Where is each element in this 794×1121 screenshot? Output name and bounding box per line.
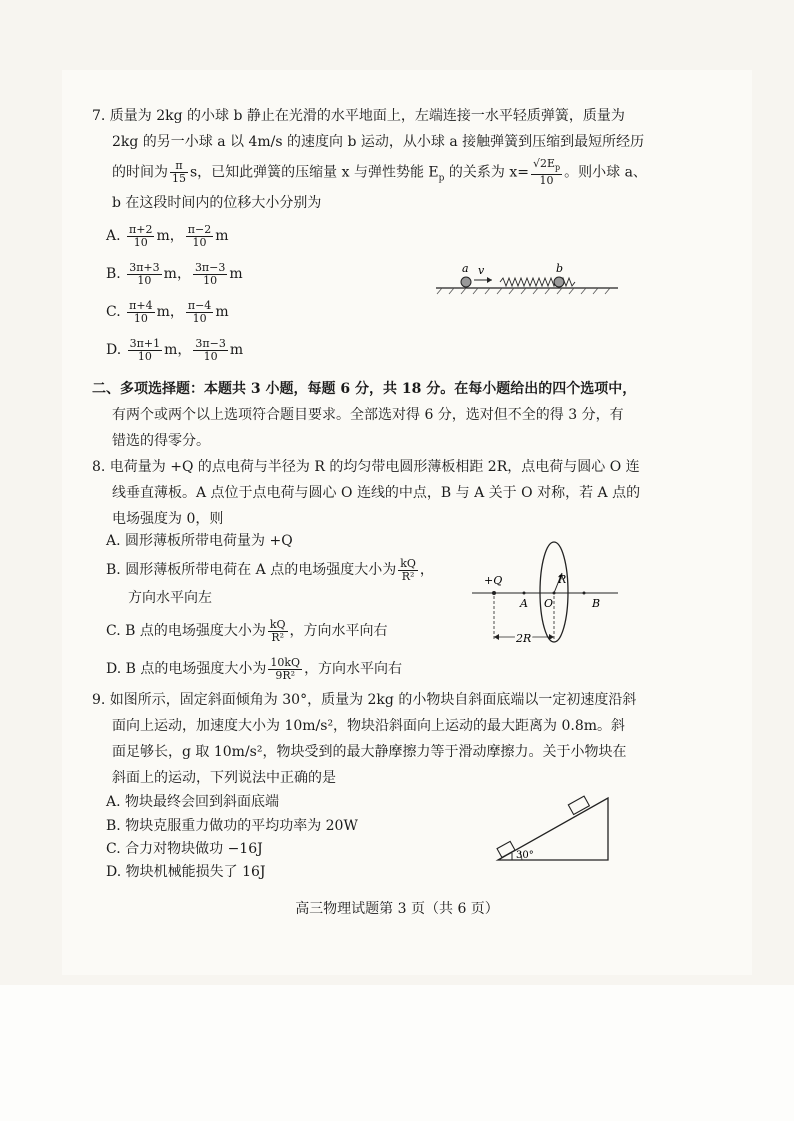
ball-a — [461, 277, 471, 287]
point-b — [583, 592, 586, 595]
q9-option-d: D. 物块机械能损失了 16J — [106, 864, 266, 880]
q8-line1: 8. 电荷量为 +Q 的点电荷与半径为 R 的均匀带电圆形薄板相距 2R，点电荷与圆心 O 连 — [92, 459, 640, 475]
q8-option-b: B. 圆形薄板所带电荷在 A 点的电场强度大小为 $\frac{kQ}{\text{R²}}$ ， — [106, 556, 434, 583]
q9-line4: 斜面上的运动，下列说法中正确的是 — [112, 770, 336, 786]
section2-line2: 有两个或两个以上选项符合题目要求。全部选对得 6 分，选对但不全的得 3 分，有 — [112, 407, 624, 423]
block-top — [568, 796, 589, 814]
label-a: a — [462, 262, 469, 275]
page-bottom-margin — [0, 985, 794, 1121]
q8-option-c: C. B 点的电场强度大小为 $\frac{kQ}{\text{R²}}$ ，方向水平向右 — [106, 617, 388, 644]
q8-option-d: D. B 点的电场强度大小为 $\frac{10kQ}{\text{9R²}}$ ，方向水平向右 — [106, 655, 403, 682]
label-o: O — [544, 597, 554, 610]
label-v: v — [478, 264, 485, 277]
section2-line1: 二、多项选择题：本题共 3 小题，每题 6 分，共 18 分。在每小题给出的四个选项中， — [92, 381, 637, 397]
q9-diagram — [490, 766, 615, 866]
q7-line1: 7. 质量为 2kg 的小球 b 静止在光滑的水平地面上，左端连接一水平轻质弹簧，质量为 — [92, 108, 625, 124]
q9-line1: 9. 如图所示，固定斜面倾角为 30°，质量为 2kg 的小物块自斜面底端以一定初速度沿斜 — [92, 692, 637, 708]
section2-line3: 错选的得零分。 — [112, 433, 210, 449]
q8-line3: 电场强度为 0，则 — [112, 511, 224, 527]
q9-option-a: A. 物块最终会回到斜面底端 — [106, 794, 280, 810]
q9-line2: 面向上运动，加速度大小为 10m/s²，物块沿斜面向上运动的最大距离为 0.8m。斜 — [112, 718, 626, 734]
label-2r: 2R — [516, 632, 532, 645]
q7-time-fraction: $\frac{\pi}{15}$ — [172, 159, 186, 186]
label-q: +Q — [484, 574, 503, 587]
q8-line2: 线垂直薄板。A 点位于点电荷与圆心 O 连线的中点，B 与 A 关于 O 对称，若 A 点的 — [112, 485, 641, 501]
label-b: b — [556, 262, 564, 275]
q7-option-d: D. $\frac{3\pi+1}{10}$ m， $\frac{3\pi-3}{10}$ m — [106, 336, 244, 363]
q7-line4: b 在这段时间内的位移大小分别为 — [112, 195, 322, 211]
q8-option-b-direction: 方向水平向左 — [128, 590, 212, 606]
q9-option-b: B. 物块克服重力做功的平均功率为 20W — [106, 818, 358, 834]
q7-option-c: C. $\frac{\pi+4}{10}$ m， $\frac{\pi-4}{10}$ m — [106, 298, 229, 325]
q7-x-fraction: $\frac{√2E_p}{10}$ — [532, 157, 561, 188]
point-a — [523, 592, 526, 595]
label-a: A — [520, 597, 528, 610]
q7-line3: 的时间为 $\frac{\pi}{15}$ s，已知此弹簧的压缩量 x 与弹性势能 $E_p$ 的关系为 x= $\frac{√2E_p}{10}$ 。则小球 a、 — [112, 157, 647, 188]
point-charge — [492, 591, 496, 595]
q9-line3: 面足够长，g 取 10m/s²，物块受到的最大静摩擦力等于滑动摩擦力。关于小物块在 — [112, 744, 627, 760]
label-r: R — [558, 573, 567, 586]
q7-line2: 2kg 的另一小球 a 以 4m/s 的速度向 b 运动，从小球 a 接触弹簧到压缩到最短所经历 — [112, 134, 645, 150]
q8-option-a: A. 圆形薄板所带电荷量为 +Q — [106, 533, 293, 549]
angle-label: 30° — [516, 850, 534, 861]
ball-b — [554, 277, 564, 287]
q9-option-c: C. 合力对物块做功 −16J — [106, 841, 263, 857]
q7-diagram — [432, 260, 622, 300]
q7-option-a: A. $\frac{\pi+2}{10}$ m， $\frac{\pi-2}{10}$ m — [106, 222, 229, 249]
q8-diagram — [472, 538, 622, 650]
page-footer: 高三物理试题第 3 页（共 6 页） — [295, 901, 499, 917]
label-b: B — [592, 597, 601, 610]
q7-option-b: B. $\frac{3\pi+3}{10}$ m， $\frac{3\pi-3}{10}$ m — [106, 260, 243, 287]
